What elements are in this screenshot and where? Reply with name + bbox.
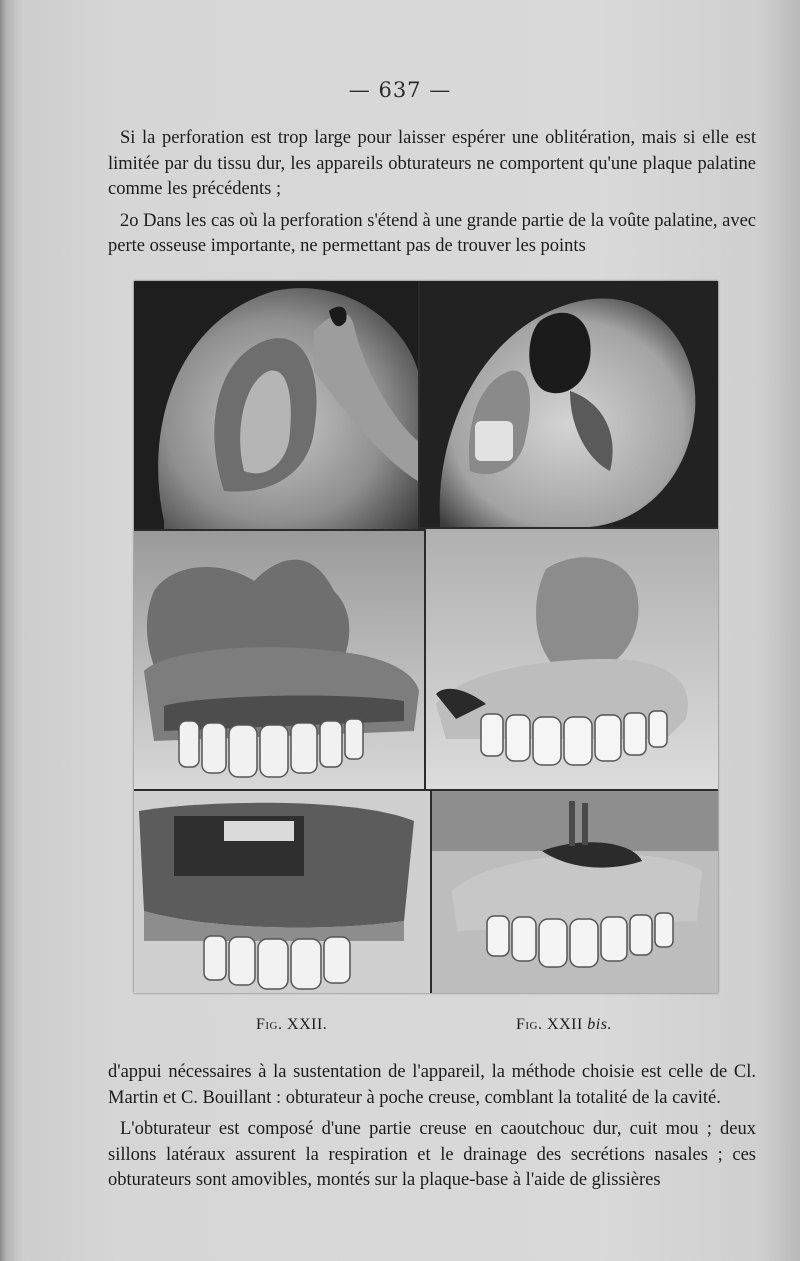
paragraph-bottom-2: L'obturateur est composé d'une partie creuse en caoutchouc dur, cuit mou ; deux sillons latéraux assurent la respiration et le drainage des secrétions nasales ; ces obturateurs sont amovibles, montés sur la plaque-base à l'aide de glissières — [108, 1119, 756, 1190]
caption-right-suffix: bis. — [587, 1016, 612, 1033]
paragraph-top-2: 2o Dans les cas où la perforation s'étend à une grande partie de la voûte palatine, avec perte osseuse importante, ne permettant pas de trouver les points — [108, 210, 756, 256]
paragraph-bottom-1: d'appui nécessaires à la sustentation de l'appareil, la méthode choisie est celle de Cl. Martin et C. Bouillant : obturateur à poche creuse, comblant la totalité de la cavité. — [108, 1062, 756, 1108]
figure-caption-left — [256, 1016, 327, 1034]
top-text-block — [108, 126, 756, 266]
caption-left-number: XXII. — [287, 1016, 328, 1033]
page-number: — 637 — — [348, 78, 452, 102]
figure-plate — [134, 281, 718, 993]
photo-denture-right — [426, 529, 718, 789]
paragraph-top-1: Si la perforation est trop large pour laisser espérer une oblitération, mais si elle est limitée par du tissu dur, les appareils obturateurs ne comportent qu'une plaque palatine comme les précédents ; — [108, 128, 756, 199]
photo-denture-posts — [432, 791, 718, 993]
photo-cast-left — [134, 281, 418, 529]
photo-cast-right — [420, 281, 718, 527]
caption-right-number: XXII — [547, 1016, 583, 1033]
bottom-text-block — [108, 1060, 756, 1200]
photo-denture-left — [134, 531, 424, 789]
caption-left-prefix: Fig. — [256, 1016, 283, 1033]
photo-denture-box — [134, 791, 430, 993]
caption-right-prefix: Fig. — [516, 1016, 543, 1033]
figure-caption-right — [516, 1016, 612, 1034]
